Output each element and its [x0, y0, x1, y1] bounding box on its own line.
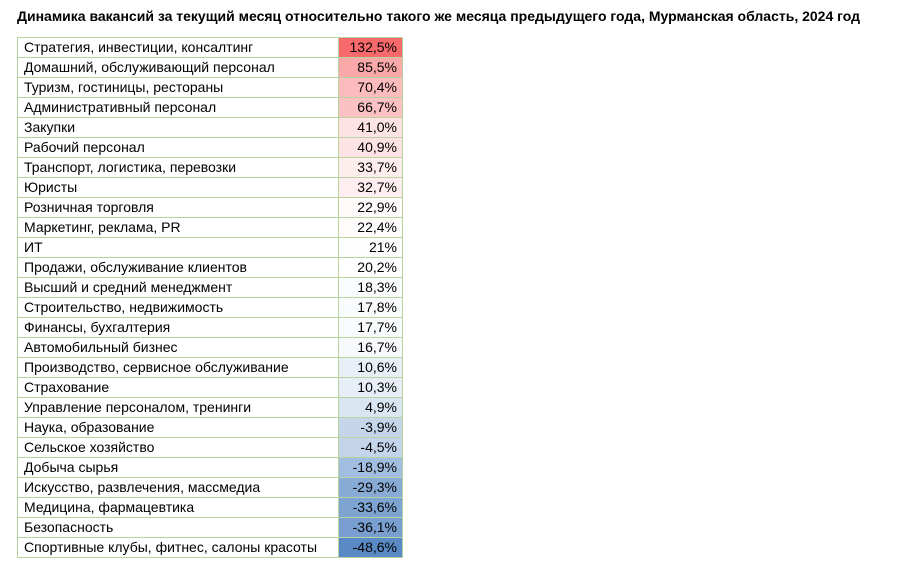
row-value-cell: 66,7% [339, 98, 403, 118]
row-category: Финансы, бухгалтерия [18, 318, 339, 338]
row-category: Медицина, фармацевтика [18, 498, 339, 518]
table-row [18, 358, 403, 378]
row-value-cell: 20,2% [339, 258, 403, 278]
table-row [18, 138, 403, 158]
table-row [18, 58, 403, 78]
chart-title: Динамика вакансий за текущий месяц относительно такого же месяца предыдущего года, Мурманская область, 2024 год [17, 8, 861, 24]
table-row [18, 38, 403, 58]
row-value-cell: 21% [339, 238, 403, 258]
row-value-cell: 22,4% [339, 218, 403, 238]
table-row [18, 178, 403, 198]
row-category: Автомобильный бизнес [18, 338, 339, 358]
row-value-cell: -33,6% [339, 498, 403, 518]
table-row [18, 538, 403, 558]
row-category: Управление персоналом, тренинги [18, 398, 339, 418]
row-category: Маркетинг, реклама, PR [18, 218, 339, 238]
table-row [18, 238, 403, 258]
row-category: Сельское хозяйство [18, 438, 339, 458]
row-value-cell: -36,1% [339, 518, 403, 538]
row-category: Рабочий персонал [18, 138, 339, 158]
table-row [18, 258, 403, 278]
table-row [18, 458, 403, 478]
row-value-cell: -18,9% [339, 458, 403, 478]
table-row [18, 318, 403, 338]
row-value-cell: 16,7% [339, 338, 403, 358]
row-value-cell: 40,9% [339, 138, 403, 158]
table-row [18, 518, 403, 538]
row-category: Продажи, обслуживание клиентов [18, 258, 339, 278]
row-category: Закупки [18, 118, 339, 138]
row-value-cell: 17,8% [339, 298, 403, 318]
row-value-cell: 132,5% [339, 38, 403, 58]
row-value-cell: 70,4% [339, 78, 403, 98]
table-row [18, 158, 403, 178]
table-row [18, 498, 403, 518]
table-row [18, 278, 403, 298]
row-value-cell: 10,6% [339, 358, 403, 378]
row-category: Транспорт, логистика, перевозки [18, 158, 339, 178]
table-row [18, 198, 403, 218]
row-value-cell: -48,6% [339, 538, 403, 558]
row-value-cell: -3,9% [339, 418, 403, 438]
table-row [18, 378, 403, 398]
row-category: Страхование [18, 378, 339, 398]
row-value-cell: 18,3% [339, 278, 403, 298]
row-category: Добыча сырья [18, 458, 339, 478]
row-value-cell: 32,7% [339, 178, 403, 198]
row-value-cell: 10,3% [339, 378, 403, 398]
table-row [18, 338, 403, 358]
table-row [18, 118, 403, 138]
row-category: Стратегия, инвестиции, консалтинг [18, 38, 339, 58]
row-category: Домашний, обслуживающий персонал [18, 58, 339, 78]
heatmap-body [18, 38, 403, 558]
row-category: Высший и средний менеджмент [18, 278, 339, 298]
row-category: Строительство, недвижимость [18, 298, 339, 318]
table-row [18, 218, 403, 238]
table-row [18, 98, 403, 118]
table-row [18, 78, 403, 98]
row-category: Юристы [18, 178, 339, 198]
row-category: Административный персонал [18, 98, 339, 118]
row-category: Розничная торговля [18, 198, 339, 218]
table-row [18, 478, 403, 498]
table-row [18, 398, 403, 418]
row-category: ИТ [18, 238, 339, 258]
row-category: Безопасность [18, 518, 339, 538]
table-row [18, 298, 403, 318]
row-value-cell: 41,0% [339, 118, 403, 138]
row-value-cell: -4,5% [339, 438, 403, 458]
row-value-cell: 33,7% [339, 158, 403, 178]
row-value-cell: -29,3% [339, 478, 403, 498]
row-category: Туризм, гостиницы, рестораны [18, 78, 339, 98]
row-value-cell: 4,9% [339, 398, 403, 418]
row-value-cell: 22,9% [339, 198, 403, 218]
row-category: Искусство, развлечения, массмедиа [18, 478, 339, 498]
row-category: Производство, сервисное обслуживание [18, 358, 339, 378]
heatmap-table [17, 37, 403, 558]
row-category: Спортивные клубы, фитнес, салоны красоты [18, 538, 339, 558]
row-value-cell: 85,5% [339, 58, 403, 78]
row-value-cell: 17,7% [339, 318, 403, 338]
row-category: Наука, образование [18, 418, 339, 438]
table-row [18, 438, 403, 458]
table-row [18, 418, 403, 438]
